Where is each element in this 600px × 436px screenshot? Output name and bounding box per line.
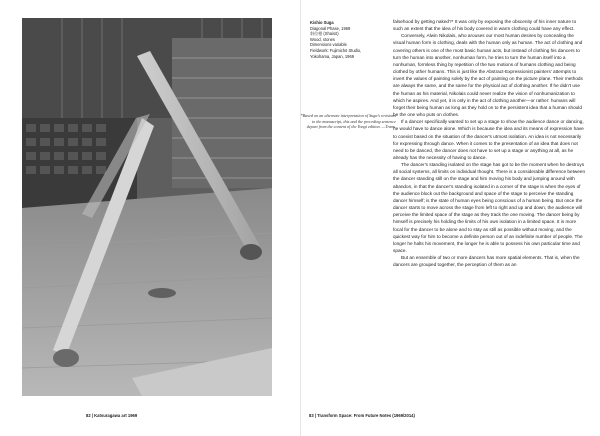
caption-line: Wood, stones [310,36,335,42]
gutter [300,0,301,436]
caption-line: Diagonal Phase, 1969 [310,25,351,31]
artwork-photo [22,18,272,396]
paragraph: clothed by other humans. This is just like the Abstract-Expressionist painters' attempts to invert the values of painting solely by the act of painting on the picture plane. Their methods are always the same, and the same for the physical act of clothing another. If he didn't use the human as his material, Nikolais could never realize the vision of nonhumanization to which he aspires. And yet, it is only in the act of clothing another—or rather: humans will forget their being human as long as they hold on to the persistent idea that a human should be the one who puts on clothes. [393,69,583,118]
caption-line: Dimensions variable [310,42,347,48]
artist-name: Kishio Suga [310,20,334,25]
page-footer-right: 83 | Transform Space: From Future Notes (1969/2014) [309,413,415,418]
caption-line: Yokohama, Japan, 1969 [310,53,355,59]
paragraph: If a dancer specifically wanted to set up a stage to show the audience dance or dancing, he would have to dance alone. Which is because the idea and its means of expression have to coexist based on the situation of the dancer's utmost isolation. An idea is not necessarily for expressing through dance. When it comes to the presentation of an idea that does not need to be danced, the dancer does not have to set up a stage or anything at all, as he already has the necessity of having to dance. [393,119,584,160]
page-footer-left: 82 | Katsuragawa art 1969 [86,413,138,418]
paragraph: Conversely, Alwin Nikolais, who arouses our most human desires by concealing the visual human form in clothing, deals with the human only as human. The act of clothing and covering others is one of the most basic human acts, but instead of clothing his dancers to turn the human into another, nonhuman form, he tries to turn the human itself into a nonhuman, formless thing by repetition of the two motions of humans clothing and being [393,33,583,67]
paragraph: But an ensemble of two or more dancers has more spatial elements. That is, when the dancers are grouped together, the perception of them as an [393,255,580,268]
caption-line: 斜位相 (Shaisō) [310,31,339,37]
artwork-caption [310,20,388,59]
caption-line: Fieldwork: Fujimichō Studio, [310,47,362,53]
paragraph: falsehood by getting naked?* It was only by exposing the obscenity of his inner nature to such an extent that the idea of his body covered in warm clothing could have any effect. [393,19,577,32]
body-text [393,18,587,268]
paragraph: The dancer's standing isolated on the stage has got to be the moment when he destroys all social systems, all limits on individual thought. There is a considerable difference between the dancer standing still on the stage and him moving his body and jumping around with abandon, in that the dancer's standing isolated in a corner of the stage is when the eyes of the audience block out the background and space of the stage to perceive the standing dancer himself; is the state of human eyes being conscious of a human being. But once the dancer starts to move across the stage from left to right and up and down, the audience will perceive the limited space of the stage as they track the one moving. The dancer being by himself is precisely his holding the limits of his own isolation in a limited space. It is more focal for the dancer to be alone and to stay as still as possible without moving, and the quickest way for him to become a definite person out of an indefinite number of people. The longer he halts his movement, the longer he is able to possess his own particular time and space. [393,162,586,253]
translator-sidenote: *Based on an alternate interpretation of Suga's revisions to the manuscript, this and the preceding sentence depart from the content of the Yongi edition. —Trans. [300,113,396,130]
